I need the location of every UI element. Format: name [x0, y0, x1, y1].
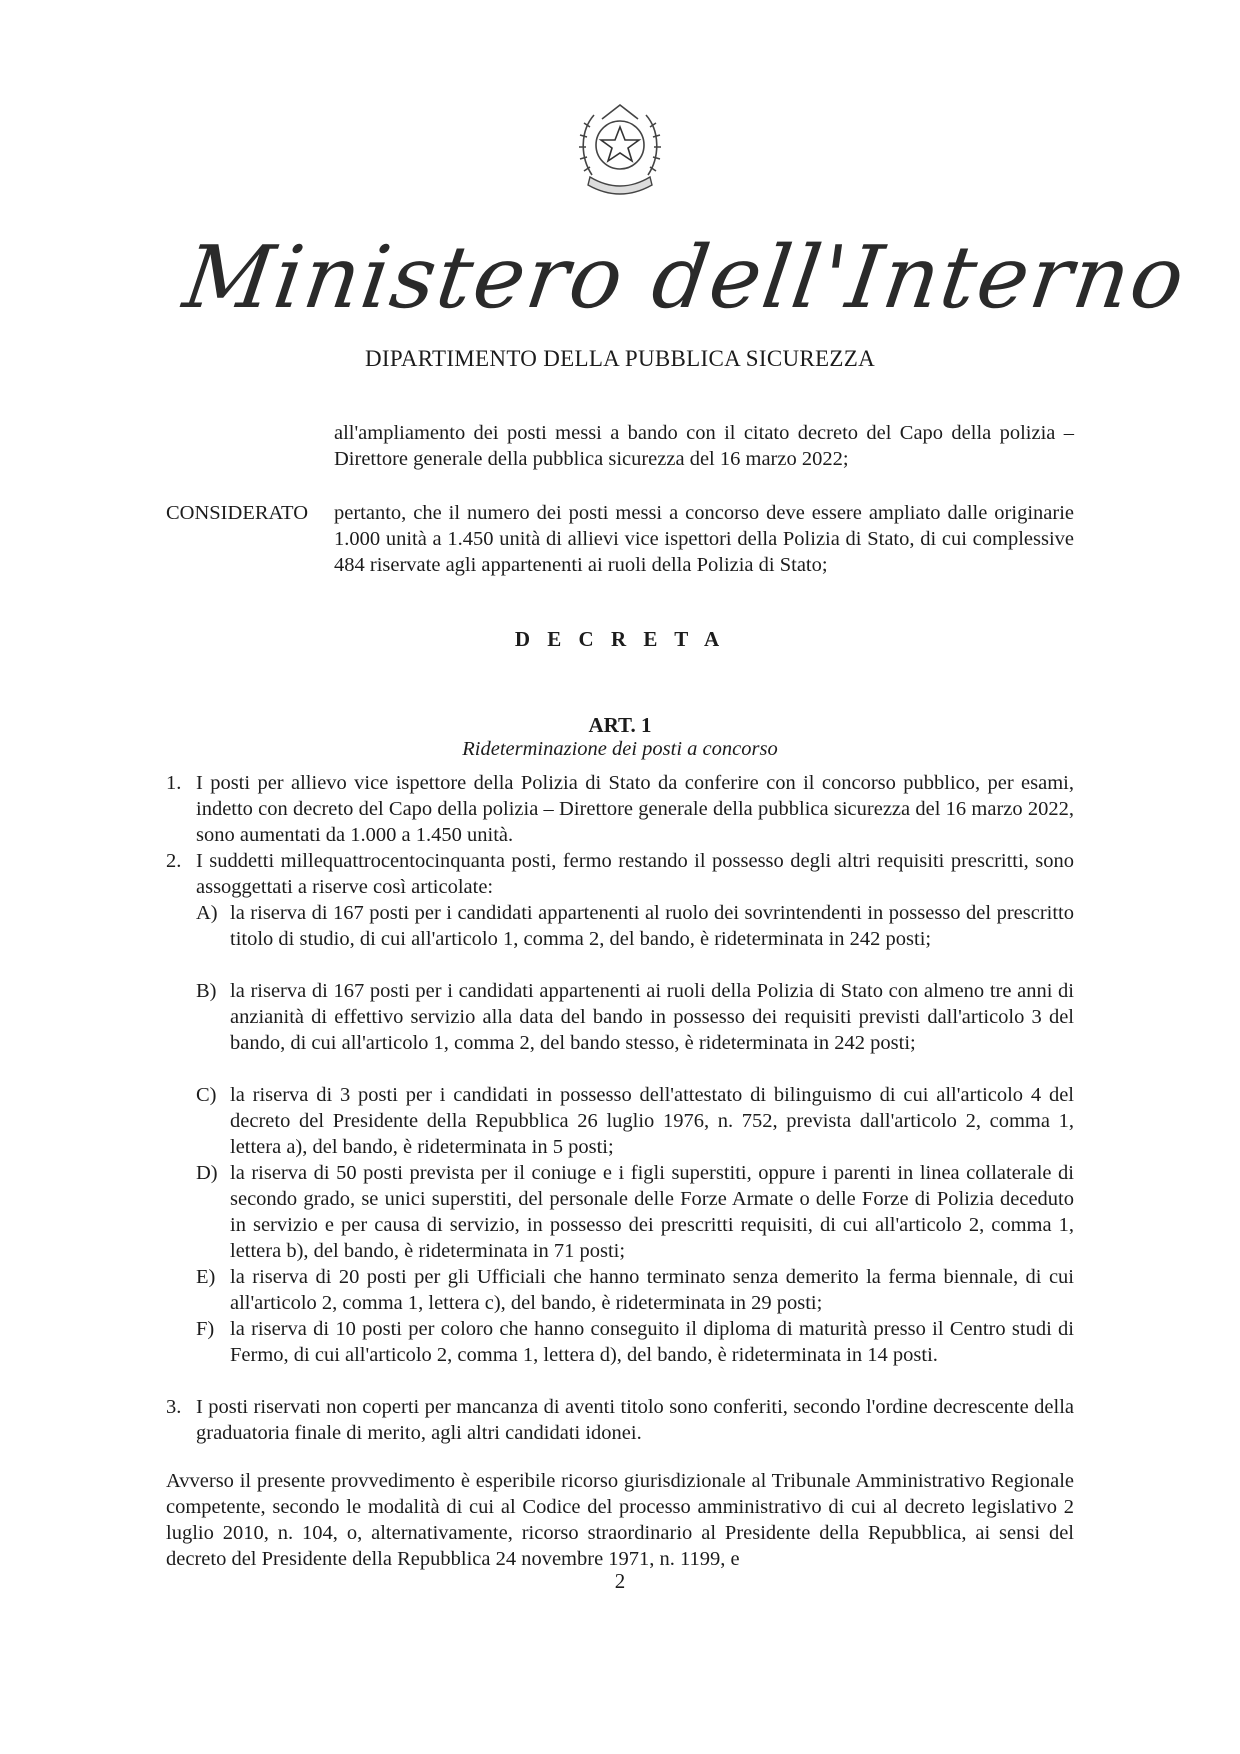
article-subtitle: Rideterminazione dei posti a concorso	[462, 738, 778, 760]
ministry-name: Ministero dell'Interno	[177, 228, 1192, 328]
considerato-label: CONSIDERATO	[166, 502, 308, 524]
preamble-continuation: all'ampliamento dei posti messi a bando con il citato decreto del Capo della polizia – Direttore generale della pubblica sicurezza del 16 marzo 2022;	[334, 422, 1074, 470]
article-title: ART. 1	[588, 713, 652, 737]
page-number: 2	[614, 1569, 626, 1593]
sub-item-letter: B)	[196, 980, 217, 1002]
sub-item-letter: E)	[196, 1266, 216, 1288]
sub-item-text: la riserva di 3 posti per i candidati in possesso dell'attestato di bilinguismo di cui all'articolo 4 del decreto del Presidente della Repubblica 26 luglio 1976, n. 752, prevista dall'articolo 2, comma 1, lettera a), del bando, è rideterminata in 5 posti;	[230, 1084, 1074, 1158]
item-number: 2.	[166, 850, 182, 872]
sub-item-text: la riserva di 167 posti per i candidati appartenenti ai ruoli della Polizia di Stato con almeno tre anni di anzianità di effettivo servizio alla data del bando in possesso dei requisiti previsti dall'articolo 3 del bando, di cui all'articolo 1, comma 2, del bando stesso, è rideterminata in 242 posti;	[230, 980, 1074, 1054]
closing-paragraph: Avverso il presente provvedimento è esperibile ricorso giurisdizionale al Tribunale Amministrativo Regionale competente, secondo le modalità di cui al Codice del processo amministrativo di cui al decreto legislativo 2 luglio 2010, n. 104, o, alternativamente, ricorso straordinario al Presidente della Repubblica, ai sensi del decreto del Presidente della Repubblica 24 novembre 1971, n. 1199, e	[166, 1470, 1074, 1570]
sub-item-text: la riserva di 10 posti per coloro che hanno conseguito il diploma di maturità presso il Centro studi di Fermo, di cui all'articolo 2, comma 1, lettera d), del bando, è rideterminata in 14 posti.	[230, 1318, 1074, 1366]
sub-item-text: la riserva di 167 posti per i candidati appartenenti al ruolo dei sovrintendenti in possesso del prescritto titolo di studio, di cui all'articolo 1, comma 2, del bando, è rideterminata in 242 posti;	[230, 902, 1074, 950]
item-text: I posti riservati non coperti per mancanza di aventi titolo sono conferiti, secondo l'ordine decrescente della graduatoria finale di merito, agli altri candidati idonei.	[196, 1396, 1074, 1444]
sub-item-text: la riserva di 20 posti per gli Ufficiali che hanno terminato senza demerito la ferma biennale, di cui all'articolo 2, comma 1, lettera c), del bando, è rideterminata in 29 posti;	[230, 1266, 1074, 1314]
item-text: I suddetti millequattrocentocinquanta posti, fermo restando il possesso degli altri requisiti prescritti, sono assoggettati a riserve così articolate:	[196, 850, 1074, 898]
considerato-text: pertanto, che il numero dei posti messi a concorso deve essere ampliato dalle originarie 1.000 unità a 1.450 unità di allievi vice ispettori della Polizia di Stato, di cui complessive 484 riservate agli appartenenti ai ruoli della Polizia di Stato;	[334, 502, 1074, 576]
item-number: 3.	[166, 1396, 182, 1418]
sub-item-text: la riserva di 50 posti prevista per il coniuge e i figli superstiti, oppure i parenti in linea collaterale di secondo grado, se unici superstiti, del personale delle Forze Armate o delle Forze di Polizia deceduto in servizio e per causa di servizio, in possesso dei prescritti requisiti, di cui all'articolo 2, comma 1, lettera b), del bando, è rideterminata in 71 posti;	[230, 1162, 1074, 1262]
sub-item-letter: D)	[196, 1162, 218, 1184]
item-text: I posti per allievo vice ispettore della Polizia di Stato da conferire con il concorso pubblico, per esami, indetto con decreto del Capo della polizia – Direttore generale della pubblica sicurezza del 16 marzo 2022, sono aumentati da 1.000 a 1.450 unità.	[196, 772, 1074, 846]
decreta-heading: D E C R E T A	[514, 627, 726, 651]
sub-item-letter: F)	[196, 1318, 215, 1340]
department-name: DIPARTIMENTO DELLA PUBBLICA SICUREZZA	[364, 346, 875, 371]
item-number: 1.	[166, 772, 182, 794]
sub-item-letter: A)	[196, 902, 218, 924]
sub-item-letter: C)	[196, 1084, 217, 1106]
italian-republic-emblem-icon	[572, 97, 668, 201]
